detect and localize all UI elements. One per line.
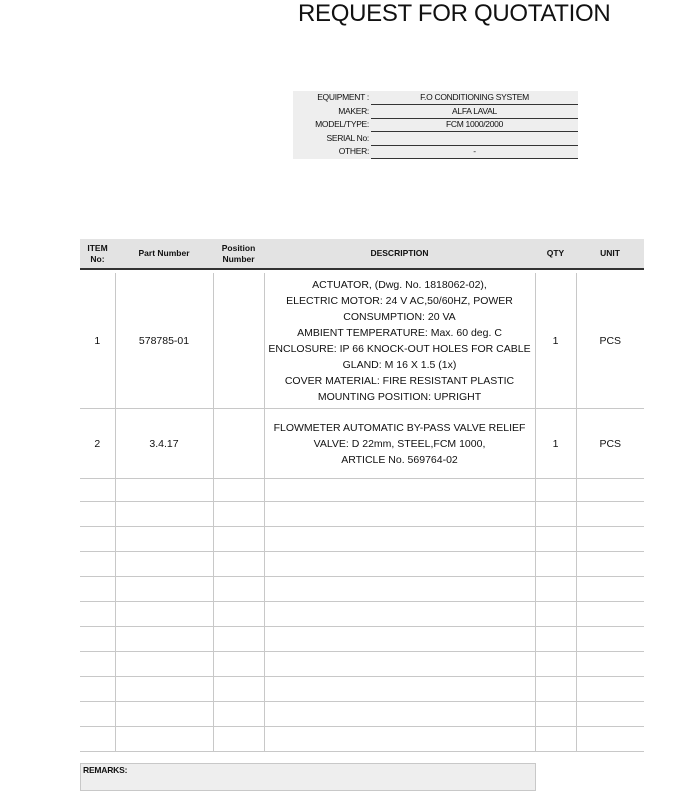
empty-cell[interactable] xyxy=(80,702,115,727)
empty-cell[interactable] xyxy=(80,727,115,752)
cell-qty[interactable]: 1 xyxy=(535,273,576,409)
info-value[interactable]: - xyxy=(371,145,578,159)
cell-part[interactable]: 578785-01 xyxy=(115,273,213,409)
cell-description[interactable]: FLOWMETER AUTOMATIC BY-PASS VALVE RELIEF VALVE: D 22mm, STEEL,FCM 1000, ARTICLE No. 569764-02 xyxy=(264,409,535,479)
column-header-unit: UNIT xyxy=(576,239,644,269)
empty-cell[interactable] xyxy=(213,577,264,602)
empty-cell[interactable] xyxy=(264,577,535,602)
info-value[interactable] xyxy=(371,132,578,146)
column-header-qty: QTY xyxy=(535,239,576,269)
empty-table-row xyxy=(80,577,644,602)
empty-table-row xyxy=(80,727,644,752)
empty-table-row xyxy=(80,627,644,652)
empty-cell[interactable] xyxy=(576,652,644,677)
info-label: OTHER: xyxy=(338,146,369,156)
column-header-description: DESCRIPTION xyxy=(264,239,535,269)
empty-cell[interactable] xyxy=(115,552,213,577)
empty-cell[interactable] xyxy=(535,652,576,677)
empty-cell[interactable] xyxy=(576,479,644,502)
empty-cell[interactable] xyxy=(264,652,535,677)
empty-cell[interactable] xyxy=(80,479,115,502)
empty-table-row xyxy=(80,702,644,727)
info-label: MODEL/TYPE: xyxy=(315,119,369,129)
empty-table-row xyxy=(80,652,644,677)
empty-cell[interactable] xyxy=(115,702,213,727)
empty-cell[interactable] xyxy=(80,627,115,652)
empty-cell[interactable] xyxy=(576,552,644,577)
empty-cell[interactable] xyxy=(115,479,213,502)
empty-cell[interactable] xyxy=(576,627,644,652)
empty-cell[interactable] xyxy=(80,677,115,702)
empty-cell[interactable] xyxy=(264,552,535,577)
empty-cell[interactable] xyxy=(264,677,535,702)
empty-cell[interactable] xyxy=(115,652,213,677)
info-row xyxy=(293,91,578,105)
empty-cell[interactable] xyxy=(264,727,535,752)
empty-cell[interactable] xyxy=(535,527,576,552)
empty-cell[interactable] xyxy=(80,602,115,627)
info-label: MAKER: xyxy=(338,105,369,116)
empty-cell[interactable] xyxy=(213,552,264,577)
cell-item[interactable]: 1 xyxy=(80,273,115,409)
info-row xyxy=(293,145,578,159)
empty-table-row xyxy=(80,479,644,502)
empty-cell[interactable] xyxy=(264,502,535,527)
empty-table-row xyxy=(80,527,644,552)
equipment-info-block xyxy=(293,91,578,159)
empty-table-row xyxy=(80,677,644,702)
empty-cell[interactable] xyxy=(535,702,576,727)
empty-cell[interactable] xyxy=(80,502,115,527)
empty-cell[interactable] xyxy=(264,602,535,627)
empty-cell[interactable] xyxy=(576,577,644,602)
cell-position[interactable] xyxy=(213,409,264,479)
info-row xyxy=(293,118,578,132)
empty-cell[interactable] xyxy=(213,702,264,727)
info-value[interactable]: F.O CONDITIONING SYSTEM xyxy=(371,91,578,105)
empty-cell[interactable] xyxy=(576,527,644,552)
empty-cell[interactable] xyxy=(264,627,535,652)
empty-cell[interactable] xyxy=(213,627,264,652)
empty-cell[interactable] xyxy=(535,577,576,602)
empty-cell[interactable] xyxy=(264,527,535,552)
empty-cell[interactable] xyxy=(535,677,576,702)
empty-cell[interactable] xyxy=(213,502,264,527)
empty-cell[interactable] xyxy=(535,627,576,652)
empty-cell[interactable] xyxy=(576,602,644,627)
info-value[interactable]: FCM 1000/2000 xyxy=(371,118,578,132)
empty-cell[interactable] xyxy=(535,552,576,577)
cell-part[interactable]: 3.4.17 xyxy=(115,409,213,479)
empty-table-row xyxy=(80,552,644,577)
page-title: REQUEST FOR QUOTATION xyxy=(298,0,611,27)
empty-cell[interactable] xyxy=(80,652,115,677)
table-row xyxy=(80,273,644,409)
cell-qty[interactable]: 1 xyxy=(535,409,576,479)
empty-cell[interactable] xyxy=(115,527,213,552)
empty-cell[interactable] xyxy=(115,677,213,702)
info-value[interactable]: ALFA LAVAL xyxy=(371,105,578,119)
empty-cell[interactable] xyxy=(264,702,535,727)
empty-cell[interactable] xyxy=(576,727,644,752)
empty-cell[interactable] xyxy=(535,479,576,502)
empty-cell[interactable] xyxy=(80,577,115,602)
cell-description[interactable]: ACTUATOR, (Dwg. No. 1818062-02), ELECTRIC MOTOR: 24 V AC,50/60HZ, POWER CONSUMPTION: 20 VA AMBIENT TEMPERATURE: Max. 60 deg. C ENCLOSURE: IP 66 KNOCK-OUT HOLES FOR CABLE GLAND: M 16 X 1.5 (1x) COVER MATERIAL: FIRE RESISTANT PLASTIC MOUNTING POSITION: UPRIGHT xyxy=(264,273,535,409)
column-header-part-number: Part Number xyxy=(115,239,213,269)
empty-table-row xyxy=(80,502,644,527)
empty-cell[interactable] xyxy=(115,577,213,602)
empty-cell[interactable] xyxy=(80,552,115,577)
empty-cell[interactable] xyxy=(535,502,576,527)
empty-cell[interactable] xyxy=(213,602,264,627)
empty-cell[interactable] xyxy=(115,502,213,527)
info-label: EQUIPMENT : xyxy=(317,92,369,102)
cell-position[interactable] xyxy=(213,273,264,409)
empty-cell[interactable] xyxy=(264,479,535,502)
cell-unit[interactable]: PCS xyxy=(576,409,644,479)
empty-cell[interactable] xyxy=(576,702,644,727)
info-row xyxy=(293,105,578,119)
cell-item[interactable]: 2 xyxy=(80,409,115,479)
table-header-row xyxy=(80,239,644,269)
empty-cell[interactable] xyxy=(576,502,644,527)
items-table xyxy=(80,239,644,752)
empty-cell[interactable] xyxy=(213,527,264,552)
table-row xyxy=(80,409,644,479)
info-label: SERIAL No: xyxy=(326,132,369,143)
empty-cell[interactable] xyxy=(213,652,264,677)
empty-cell[interactable] xyxy=(535,727,576,752)
empty-cell[interactable] xyxy=(576,677,644,702)
remarks-box[interactable] xyxy=(80,763,536,791)
empty-cell[interactable] xyxy=(115,727,213,752)
empty-cell[interactable] xyxy=(115,602,213,627)
column-header-item: ITEM No: xyxy=(80,239,115,269)
empty-table-row xyxy=(80,602,644,627)
cell-unit[interactable]: PCS xyxy=(576,273,644,409)
empty-cell[interactable] xyxy=(213,727,264,752)
empty-cell[interactable] xyxy=(115,627,213,652)
empty-cell[interactable] xyxy=(80,527,115,552)
empty-cell[interactable] xyxy=(213,479,264,502)
empty-cell[interactable] xyxy=(535,602,576,627)
empty-cell[interactable] xyxy=(213,677,264,702)
column-header-position-number: Position Number xyxy=(213,239,264,269)
remarks-label: REMARKS: xyxy=(83,765,128,775)
info-row xyxy=(293,132,578,146)
